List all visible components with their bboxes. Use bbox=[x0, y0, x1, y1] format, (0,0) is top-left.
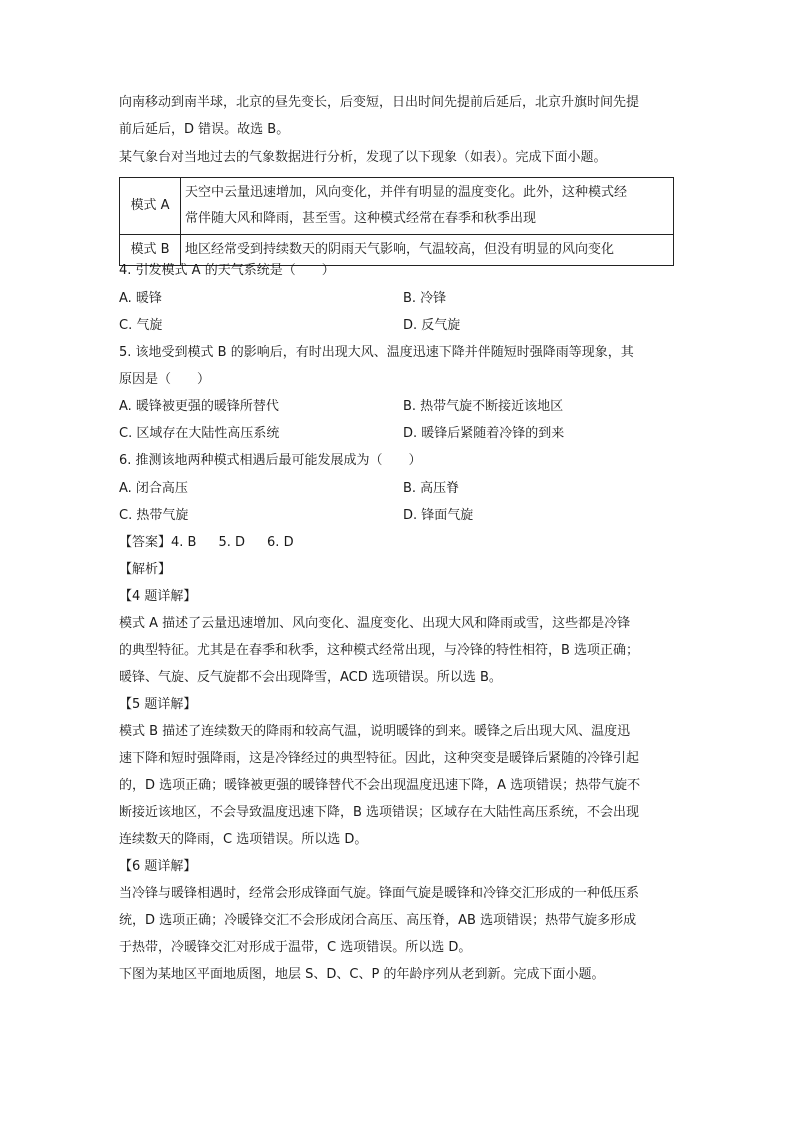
detail-heading: 【5 题详解】 bbox=[119, 697, 197, 712]
intro-line: 前后延后，D 错误。故选 B。 bbox=[119, 122, 290, 137]
mode-description bbox=[181, 178, 674, 235]
closing-line: 下图为某地区平面地质图，地层 S、D、C、P 的年龄序列从老到新。完成下面小题。 bbox=[119, 967, 605, 982]
question-stem: 5. 该地受到模式 B 的影响后，有时出现大风、温度迅速下降并伴随短时强降雨等现象，其 bbox=[119, 345, 634, 360]
detail-line: 断接近该地区，不会导致温度迅速下降，B 选项错误；区域存在大陆性高压系统，不会出现 bbox=[119, 805, 640, 820]
detail-heading: 【6 题详解】 bbox=[119, 859, 197, 874]
answer-line bbox=[119, 533, 294, 553]
mode-label: 模式 B bbox=[120, 235, 181, 266]
option-b: B. 高压脊 bbox=[403, 481, 460, 496]
detail-line: 模式 A 描述了云量迅速增加、风向变化、温度变化、出现大风和降雨或雪，这些都是冷锋 bbox=[119, 616, 631, 631]
option-d: D. 暖锋后紧随着冷锋的到来 bbox=[403, 426, 565, 441]
mode-table bbox=[119, 177, 674, 266]
option-d: D. 反气旋 bbox=[403, 318, 461, 333]
option-b: B. 热带气旋不断接近该地区 bbox=[403, 399, 564, 414]
detail-line: 的典型特征。尤其是在春季和秋季，这种模式经常出现，与冷锋的特性相符，B 选项正确； bbox=[119, 643, 640, 658]
question-stem: 4. 引发模式 A 的天气系统是（ ） bbox=[119, 263, 335, 278]
option-a: A. 暖锋被更强的暖锋所替代 bbox=[119, 399, 279, 414]
detail-line: 于热带，冷暖锋交汇对形成于温带，C 选项错误。所以选 D。 bbox=[119, 940, 472, 955]
question-stem: 6. 推测该地两种模式相遇后最可能发展成为（ ） bbox=[119, 453, 422, 468]
mode-description-line: 地区经常受到持续数天的阴雨天气影响，气温较高，但没有明显的风向变化 bbox=[185, 242, 615, 257]
option-b: B. 冷锋 bbox=[403, 291, 447, 306]
mode-description-line: 常伴随大风和降雨，甚至雪。这种模式经常在春季和秋季出现 bbox=[185, 211, 537, 226]
detail-heading: 【4 题详解】 bbox=[119, 589, 197, 604]
answer-item: 4. B bbox=[171, 535, 197, 550]
detail-line: 当冷锋与暖锋相遇时，经常会形成锋面气旋。锋面气旋是暖锋和冷锋交汇形成的一种低压系 bbox=[119, 886, 640, 901]
detail-line: 模式 B 描述了连续数天的降雨和较高气温，说明暖锋的到来。暖锋之后出现大风、温度迅 bbox=[119, 724, 631, 739]
answer-label: 【答案】 bbox=[119, 535, 172, 550]
detail-line: 速下降和短时强降雨，这是冷锋经过的典型特征。因此，这种突变是暖锋后紧随的冷锋引起 bbox=[119, 751, 640, 766]
detail-line: 的，D 选项正确；暖锋被更强的暖锋替代不会出现温度迅速下降，A 选项错误；热带气旋不 bbox=[119, 778, 641, 793]
detail-line: 连续数天的降雨，C 选项错误。所以选 D。 bbox=[119, 832, 368, 847]
option-d: D. 锋面气旋 bbox=[403, 508, 474, 523]
option-c: C. 气旋 bbox=[119, 318, 163, 333]
detail-line: 暖锋、气旋、反气旋都不会出现降雪，ACD 选项错误。所以选 B。 bbox=[119, 670, 502, 685]
question-stem: 原因是（ ） bbox=[119, 372, 211, 387]
option-a: A. 暖锋 bbox=[119, 291, 162, 306]
table-row bbox=[120, 178, 674, 235]
analysis-label: 【解析】 bbox=[119, 562, 172, 577]
answer-item: 5. D bbox=[218, 535, 246, 550]
option-c: C. 区域存在大陆性高压系统 bbox=[119, 426, 280, 441]
mode-label: 模式 A bbox=[120, 178, 181, 235]
option-a: A. 闭合高压 bbox=[119, 481, 188, 496]
answer-item: 6. D bbox=[267, 535, 294, 550]
intro-line: 某气象台对当地过去的气象数据进行分析，发现了以下现象（如表）。完成下面小题。 bbox=[119, 150, 607, 165]
detail-line: 统，D 选项正确；冷暖锋交汇不会形成闭合高压、高压脊，AB 选项错误；热带气旋多形成 bbox=[119, 913, 637, 928]
mode-description-line: 天空中云量迅速增加，风向变化，并伴有明显的温度变化。此外，这种模式经 bbox=[185, 185, 628, 200]
option-c: C. 热带气旋 bbox=[119, 508, 189, 523]
intro-line: 向南移动到南半球，北京的昼先变长，后变短，日出时间先提前后延后，北京升旗时间先提 bbox=[119, 95, 640, 110]
